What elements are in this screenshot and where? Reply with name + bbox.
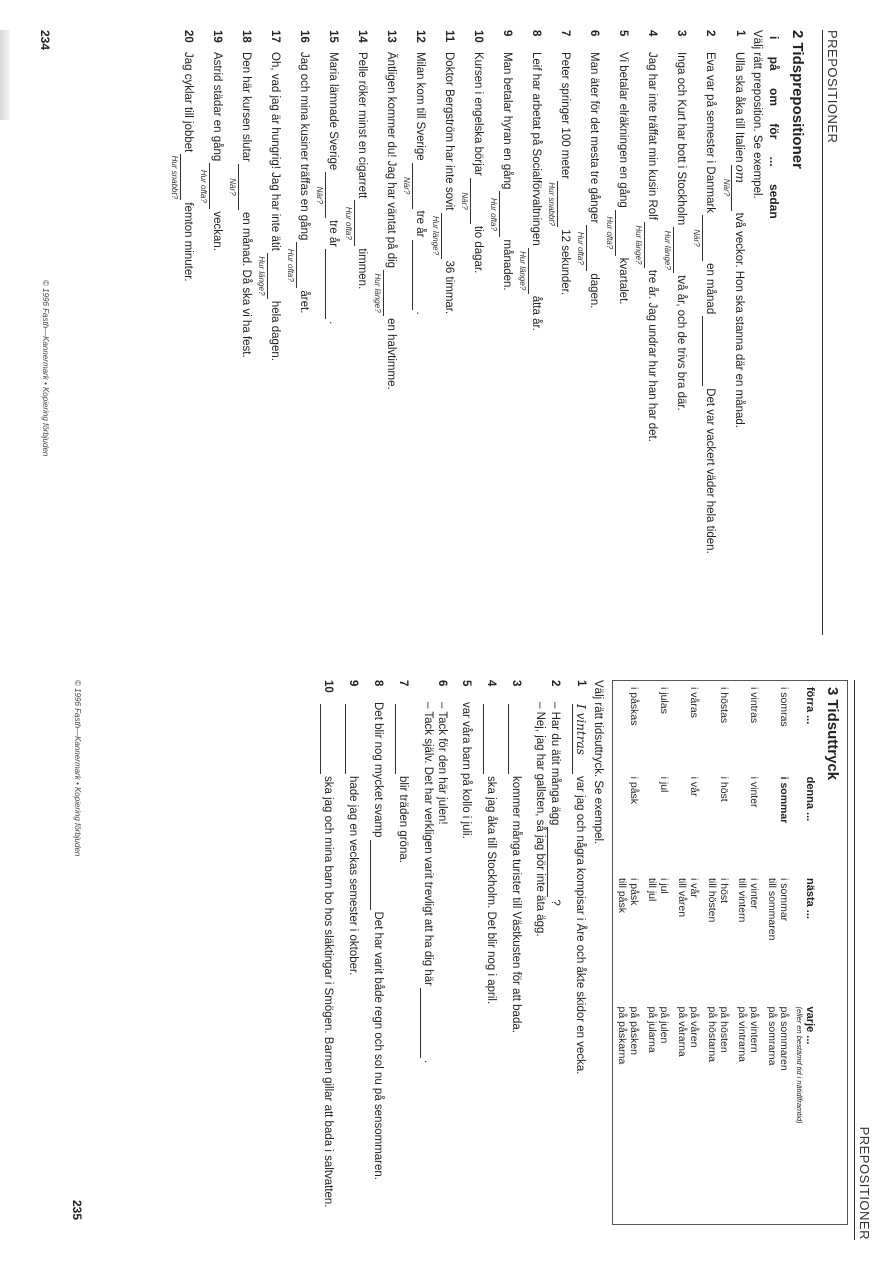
exercise-item (344, 30, 369, 635)
exercise-text: kvartalet. (617, 257, 629, 305)
text: på påskarna (616, 1006, 628, 1065)
exercise-text: Det var vackert väder hela tiden. (704, 388, 716, 554)
exercise-text: Vi betalar elräkningen en gång (617, 52, 629, 208)
text: i sommar (778, 776, 790, 824)
exercise-number: 9 (501, 30, 513, 37)
question-hint: Hur länge? (663, 230, 672, 270)
exercise-item (345, 680, 360, 1240)
text: till hösten (706, 877, 718, 923)
page-header: PREPOSITIONER (854, 680, 872, 1240)
exercise-number: 10 (472, 30, 484, 43)
answer-blank[interactable] (286, 242, 311, 288)
cell-forra (733, 681, 763, 771)
exercise-text: dagen. (588, 273, 600, 309)
table-row (703, 681, 733, 1225)
question-hint: När? (402, 176, 411, 195)
text: Det har varit både regn och sol nu på sensommaren. (372, 911, 384, 1180)
text: på vintern (748, 1006, 760, 1053)
exercise-number: 20 (182, 30, 194, 43)
exercise-number: 3 (675, 30, 687, 37)
header-note: (eller en bestämd tid i nätidlframtid) (795, 1006, 804, 1124)
exercise-number: 9 (347, 680, 359, 687)
exercise-number: 8 (372, 680, 384, 687)
text: ska jag och mina barn bo hos släktingar i Smögen. Barnen gillar att bada i saltvatten. (322, 776, 334, 1208)
answer-blank[interactable] (483, 704, 498, 774)
exercise-item (547, 30, 572, 635)
col-header: förra ... (804, 687, 816, 725)
exercise-number: 7 (397, 680, 409, 687)
exercise-number: 4 (646, 30, 658, 37)
exercise-text: två år, och de trivs bra där. (675, 275, 687, 411)
text: på påsken (628, 1006, 640, 1056)
answer-blank[interactable] (257, 253, 282, 299)
exercise-number: 4 (485, 680, 497, 687)
text: Det blir nog mycket svamp (372, 702, 384, 838)
exercise-number: 14 (356, 30, 368, 43)
text: ? (549, 899, 561, 906)
text: på somrarna (766, 1006, 778, 1066)
page-234 (40, 30, 840, 635)
exercise-item (420, 680, 449, 1240)
cell-forra (643, 681, 673, 771)
question-hint: När? (722, 178, 731, 197)
question-hint: Hur ofta? (286, 248, 295, 282)
question-hint: Hur snabbt? (547, 182, 556, 226)
answer-blank[interactable] (402, 163, 427, 209)
answer-blank[interactable] (420, 988, 435, 1058)
copyright-footer: © 1996 Fasth—Kannermark • Kopiering förbjuden (73, 680, 82, 857)
text: på vintrarna (736, 1006, 748, 1062)
exercise-item (199, 30, 224, 635)
exercise-number: 11 (443, 30, 455, 43)
exercise-item (402, 30, 427, 635)
exercise-text: Den här kursen slutar (240, 52, 252, 162)
table-row (643, 681, 673, 1225)
answer-blank[interactable] (170, 154, 195, 200)
exercise-text: Doktor Bergström har inte sovit (443, 52, 455, 211)
cell-nasta (673, 872, 703, 1001)
cell-forra (673, 681, 703, 771)
cell-varje (613, 1001, 644, 1225)
exercise-item (483, 680, 498, 1240)
answer-blank[interactable] (431, 213, 456, 259)
exercise-item (315, 30, 340, 635)
instruction: Välj rätt tidsuttryck. Se exempel. (592, 680, 604, 845)
exercise-number: 15 (327, 30, 339, 43)
exercise-text: 12 sekunder. (559, 229, 571, 296)
exercise-item (431, 30, 456, 635)
answer-blank[interactable] (345, 704, 360, 774)
answer-blank[interactable] (344, 200, 369, 246)
cell-denna (703, 771, 733, 872)
exercise-number: 1 (575, 680, 587, 687)
exercise-number: 5 (617, 30, 629, 37)
answer-blank[interactable] (199, 163, 224, 209)
exercise-number: 16 (298, 30, 310, 43)
text: i höst (718, 776, 730, 802)
exercise-text: Jag och mina kusiner träffas en gång (298, 52, 310, 241)
exercise-text: Pelle röker minst en cigarrett (356, 52, 368, 199)
text: i vintras (748, 687, 760, 724)
cell-varje (763, 1001, 793, 1225)
section-title: 3 Tidsuttryck (824, 687, 841, 781)
exercise-number: 18 (240, 30, 252, 43)
exercise-text: Jag cyklar till jobbet (182, 52, 194, 153)
exercise-item (572, 680, 588, 1240)
col-header: denna ... (804, 776, 816, 822)
handwritten-answer: om (733, 164, 747, 184)
question-hint: När? (460, 192, 469, 210)
text: ska jag åka till Stockholm. Det blir nog i april. (485, 776, 497, 1005)
section-title: 2 Tidsprepositioner (789, 30, 806, 169)
exercise-text: Jag har inte träffat min kusin Rolf (646, 52, 658, 220)
exercise-item (605, 30, 630, 635)
answer-blank[interactable] (325, 249, 340, 319)
answer-blank[interactable] (692, 215, 717, 261)
exercise-item (459, 680, 473, 1240)
text: i påsk (628, 776, 640, 805)
answer-blank[interactable] (489, 191, 514, 237)
answer-blank[interactable] (572, 704, 588, 774)
exercise-text: . (414, 311, 426, 315)
answer-blank[interactable] (412, 240, 427, 310)
exercise-item (508, 680, 523, 1240)
exercise-text: . (327, 321, 339, 325)
text: på vårarna (676, 1006, 688, 1057)
page-235 (72, 680, 872, 1240)
answer-blank[interactable] (634, 222, 659, 268)
exercise-item (692, 30, 717, 635)
exercise-text: Man äter för det mesta tre gånger (588, 52, 600, 224)
text: var våra barn på kollo i juli. (460, 702, 472, 839)
text: i somras (778, 687, 790, 727)
answer-blank[interactable] (395, 704, 410, 774)
text: på höstarna (706, 1006, 718, 1063)
cell-denna (733, 771, 763, 872)
exercise-text: 36 timmar. (443, 260, 455, 315)
exercise-number: 12 (414, 30, 426, 43)
exercise-item (395, 680, 410, 1240)
exercise-item (373, 30, 398, 635)
table-row (733, 681, 763, 1225)
exercise-text: Äntligen kommer du! Jag har väntat på dig (385, 52, 397, 269)
question-hint: Hur länge? (431, 215, 440, 256)
text: i påskas (628, 687, 640, 726)
text: i vinter (748, 877, 760, 909)
exercise-item (533, 680, 562, 1240)
exercise-item (228, 30, 253, 635)
cell-denna (763, 771, 793, 872)
exercise-text: timmen. (356, 248, 368, 290)
text: i våras (688, 687, 700, 718)
exercise-text: en halvtimme. (385, 318, 397, 390)
answer-blank[interactable] (370, 840, 385, 910)
scan-shadow (0, 30, 10, 120)
question-hint: Hur ofta? (344, 206, 353, 240)
text: – Har du ätit många ägg (549, 702, 561, 826)
exercise-item (518, 30, 543, 635)
exercise-text: femton minuter. (182, 202, 194, 282)
answer-blank[interactable] (460, 178, 485, 224)
cell-nasta (763, 872, 793, 1001)
exercise-item (257, 30, 282, 635)
exercise-text: Astrid städar en gång (211, 52, 223, 162)
page-number: 234 (38, 30, 52, 51)
answer-blank[interactable] (576, 225, 601, 271)
exercise-text: Oh, vad jag är hungrig! Jag har inte ätit (269, 52, 281, 251)
text: var jag och några kompisar i Åre och åkte skidor en vecka. (574, 776, 586, 1075)
text: i vår (688, 776, 700, 797)
exercise-text: månaden. (501, 239, 513, 291)
question-hint: Hur ofta? (489, 198, 498, 231)
exercise-text: Man betalar hyran en gång (501, 52, 513, 190)
text: – Tack för den här julen! (436, 702, 448, 825)
text: på sommaren (778, 1006, 790, 1071)
text: till jul (646, 877, 658, 902)
exercise-item (576, 30, 601, 635)
text: i jul (658, 776, 670, 793)
text: i julas (658, 687, 670, 714)
exercise-text: veckan. (211, 211, 223, 251)
table-row (763, 681, 793, 1225)
text: på hösten (718, 1006, 730, 1053)
question-hint: Hur länge? (634, 225, 643, 265)
handwritten-answer: I vintras (574, 704, 588, 755)
text: – Nej, jag har gallsten, så jag bör inte äta ägg. (534, 702, 546, 937)
question-hint: Hur snabbt? (170, 155, 179, 200)
exercise-number: 5 (460, 680, 472, 687)
col-header: nästa ... (804, 877, 816, 919)
table-row (673, 681, 703, 1225)
exercise-item (489, 30, 514, 635)
text: till sommaren (766, 877, 778, 941)
answer-blank[interactable] (722, 164, 747, 211)
time-expression-table (612, 680, 848, 1225)
question-hint: Hur länge? (518, 251, 527, 291)
cell-nasta (703, 872, 733, 1001)
exercise-item (722, 30, 747, 635)
exercise-text: tre år. Jag undrar hur han har det. (646, 269, 658, 442)
exercise-text: Eva var på semester i Danmark (704, 52, 716, 214)
answer-blank[interactable] (315, 172, 340, 218)
question-hint: Hur ofta? (576, 231, 585, 265)
exercise-item (170, 30, 195, 635)
exercise-text: hela dagen. (269, 300, 281, 361)
text: till vintern (736, 877, 748, 923)
exercise-number: 6 (588, 30, 600, 37)
text: på julen (658, 1006, 670, 1044)
exercise-text: tre år (414, 210, 426, 238)
exercise-text: tre år (327, 220, 339, 248)
exercise-text: Ulla ska åka till Italien (733, 52, 745, 163)
text: på jularna (646, 1006, 658, 1053)
text: . (422, 1060, 434, 1064)
text: i jul (658, 877, 670, 894)
text: i vår (688, 877, 700, 898)
exercise-number: 2 (549, 680, 561, 687)
answer-blank[interactable] (228, 164, 253, 210)
cell-varje (703, 1001, 733, 1225)
exercise-text: åtta år. (530, 295, 542, 331)
answer-blank[interactable] (702, 316, 717, 386)
cell-forra (763, 681, 793, 771)
exercise-text: en månad (704, 263, 716, 315)
text: i höst (718, 877, 730, 904)
exercise-item (663, 30, 688, 635)
exercise-number: 8 (530, 30, 542, 37)
preposition-list: i på om för ... sedan (767, 36, 781, 219)
exercise-text: Maria lämnade Sverige (327, 52, 339, 171)
cell-denna (643, 771, 673, 872)
cell-varje (733, 1001, 763, 1225)
answer-blank[interactable] (663, 227, 688, 273)
exercise-item (460, 30, 485, 635)
exercise-number: 7 (559, 30, 571, 37)
exercise-item (286, 30, 311, 635)
exercise-list (320, 680, 588, 1240)
text: i påsk (628, 877, 640, 906)
exercise-text: två veckor. Hon ska stanna där en månad. (733, 212, 745, 429)
cell-nasta (613, 872, 644, 1001)
exercise-text: Peter springer 100 meter (559, 52, 571, 180)
text: till våren (676, 877, 688, 918)
text: på våren (688, 1006, 700, 1048)
text: i höstas (718, 687, 730, 724)
question-hint: Hur länge? (257, 256, 266, 296)
exercise-number: 2 (704, 30, 716, 37)
exercise-text: Leif har arbetat på Socialförvaltningen (530, 52, 542, 246)
cell-forra (703, 681, 733, 771)
text: – Tack själv. Det har verkligen varit trevligt att ha dig här (422, 702, 434, 987)
question-hint: När? (315, 186, 324, 204)
answer-blank[interactable] (518, 248, 543, 294)
cell-varje (643, 1001, 673, 1225)
exercise-item (634, 30, 659, 635)
cell-denna (673, 771, 703, 872)
instruction: Välj rätt preposition. Se exempel. (751, 30, 763, 199)
exercise-number: 19 (211, 30, 223, 43)
cell-nasta (733, 872, 763, 1001)
answer-blank[interactable] (373, 270, 398, 316)
text: i vinter (748, 776, 760, 808)
text: hade jag en veckas semester i oktober. (347, 776, 359, 976)
copyright-footer: © 1996 Fasth—Kannermark • Kopiering förbjuden (41, 280, 50, 457)
exercise-text: Milan kom till Sverige (414, 52, 426, 161)
table-row (613, 681, 644, 1225)
cell-forra (613, 681, 644, 771)
exercise-number: 13 (385, 30, 397, 43)
answer-blank[interactable] (605, 210, 630, 256)
answer-blank[interactable] (508, 704, 523, 774)
exercise-text: tio dagar. (472, 226, 484, 274)
exercise-number: 3 (510, 680, 522, 687)
text: till påsk (616, 877, 628, 913)
exercise-text: Inga och Kurt har bott i Stockholm (675, 52, 687, 226)
exercise-item (370, 680, 385, 1240)
cell-nasta (643, 872, 673, 1001)
exercise-text: året. (298, 290, 310, 314)
page-header: PREPOSITIONER (822, 30, 840, 635)
text: kommer många turister till Västkusten för att bada. (510, 776, 522, 1033)
question-hint: Hur ofta? (199, 169, 208, 203)
exercise-list (170, 30, 747, 635)
question-hint: När? (692, 229, 701, 247)
answer-blank[interactable] (547, 827, 562, 897)
exercise-text: en månad. Då ska vi ha fest. (240, 211, 252, 358)
question-hint: Hur länge? (373, 273, 382, 313)
page-number: 235 (70, 1200, 84, 1221)
exercise-number: 10 (322, 680, 334, 693)
exercise-number: 1 (734, 30, 746, 37)
answer-blank[interactable] (320, 704, 335, 774)
cell-varje (673, 1001, 703, 1225)
exercise-text: Kursen i engelska börjar (472, 52, 484, 177)
text: i sommar (778, 877, 790, 922)
col-header: varje ... (eller en bestämd tid i nätidlframtid) (793, 1001, 822, 1225)
exercise-item (320, 680, 335, 1240)
exercise-number: 6 (436, 680, 448, 687)
question-hint: När? (228, 178, 237, 196)
exercise-number: 17 (269, 30, 281, 43)
text: blir träden gröna. (397, 776, 409, 863)
answer-blank[interactable] (547, 181, 572, 227)
cell-denna (613, 771, 644, 872)
question-hint: Hur ofta? (605, 216, 614, 250)
